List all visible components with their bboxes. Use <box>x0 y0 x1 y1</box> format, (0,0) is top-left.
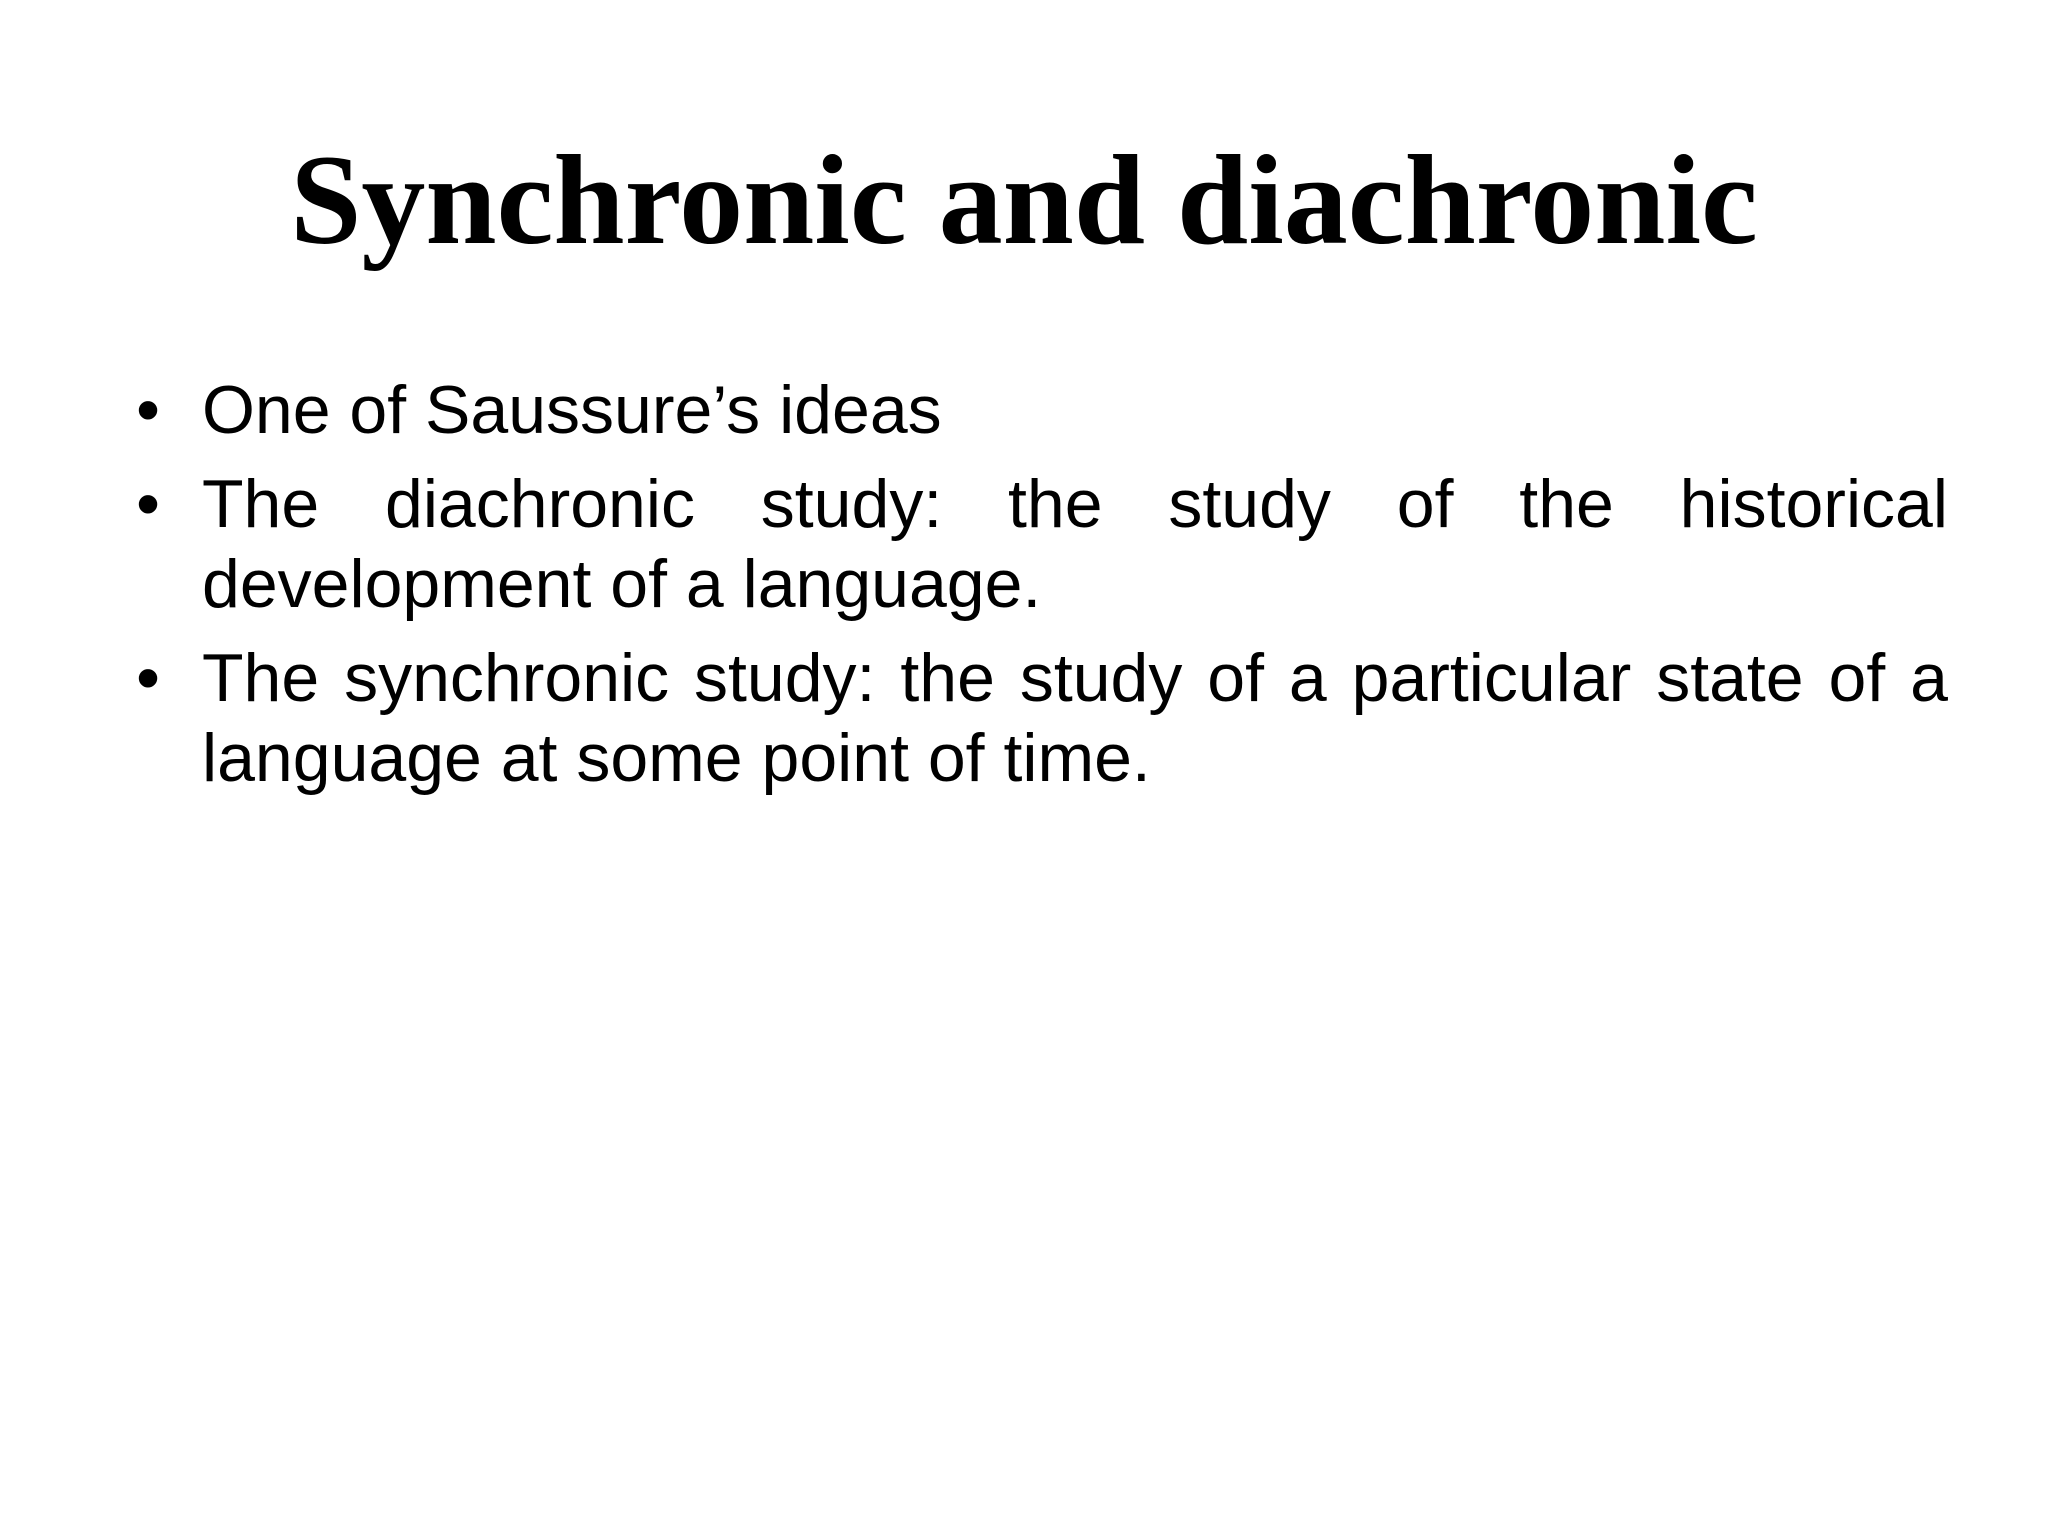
bullet-text: The synchronic study: the study of a particular state of a language at some point of time. <box>202 640 1948 796</box>
bullet-item <box>118 464 1948 624</box>
slide-title: Synchronic and diachronic <box>290 129 1758 271</box>
bullet-item <box>118 638 1948 798</box>
bullet-icon: • <box>136 640 160 716</box>
bullet-text: One of Saussure’s ideas <box>202 372 942 448</box>
bullet-list <box>118 370 1948 812</box>
bullet-text: The diachronic study: the study of the historical development of a language. <box>202 466 1948 622</box>
bullet-icon: • <box>136 372 160 448</box>
bullet-icon: • <box>136 466 160 542</box>
bullet-item <box>118 370 1948 450</box>
